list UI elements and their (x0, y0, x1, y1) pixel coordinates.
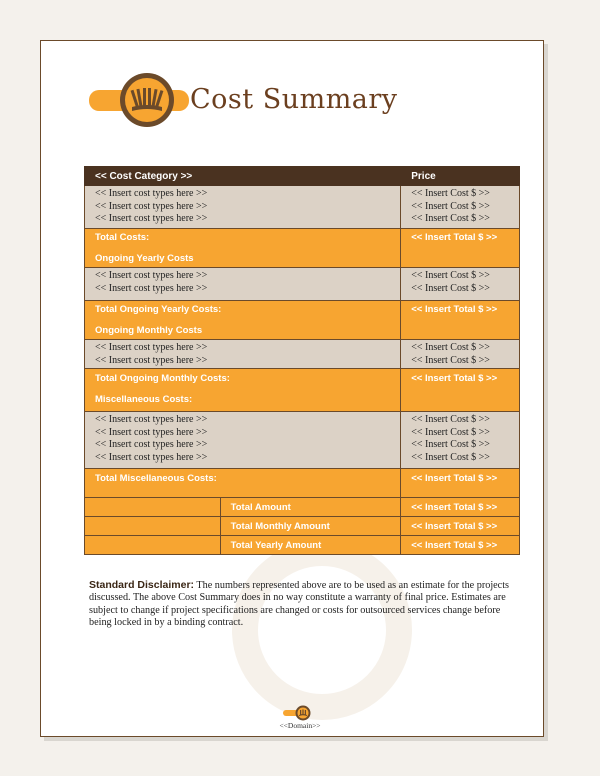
cost-type-item: << Insert cost types here >> (95, 188, 208, 199)
cost-table (84, 166, 520, 555)
logo (120, 73, 174, 127)
total-label: Total Costs: (95, 232, 150, 243)
cost-value: << Insert Cost $ >> (411, 354, 490, 366)
total-label: Total Ongoing Monthly Costs: (95, 373, 230, 384)
cost-category-header: << Cost Category >> (95, 170, 193, 182)
watermark-ring (232, 540, 412, 720)
cost-value: << Insert Cost $ >> (411, 342, 490, 353)
section-heading: Ongoing Yearly Costs (95, 253, 194, 264)
summary-value: << Insert Total $ >> (411, 539, 498, 551)
total-label: Total Ongoing Yearly Costs: (95, 304, 222, 315)
summary-value: << Insert Total $ >> (411, 520, 498, 532)
summary-label: Total Monthly Amount (230, 520, 330, 532)
cost-type-item: << Insert cost types here >> (95, 200, 208, 212)
cost-type-item: << Insert cost types here >> (95, 342, 208, 353)
cost-value: << Insert Cost $ >> (411, 270, 490, 281)
footer-domain: <<Domain>> (279, 721, 321, 730)
summary-row (85, 536, 520, 555)
total-row (85, 301, 520, 340)
disclaimer-text: The numbers represented above are to be used as an estimate for the projects discussed. The above Cost Summary does in no way constitute a warranty of final price. Estimates are subject to change if project specifications are changed or costs for outsourced services change before being locked in by a binding contract. (89, 580, 509, 628)
cost-type-item: << Insert cost types here >> (95, 282, 208, 294)
summary-row (85, 517, 520, 536)
cost-items-row (85, 186, 520, 229)
total-row (85, 229, 520, 268)
cost-items-row (85, 412, 520, 469)
total-value: << Insert Total $ >> (411, 304, 498, 315)
cost-value: << Insert Cost $ >> (411, 200, 490, 212)
cost-type-item: << Insert cost types here >> (95, 414, 208, 425)
summary-label: Total Yearly Amount (230, 539, 322, 551)
cost-type-item: << Insert cost types here >> (95, 213, 208, 224)
total-label: Total Miscellaneous Costs: (95, 473, 217, 484)
total-value: << Insert Total $ >> (411, 373, 498, 384)
total-value: << Insert Total $ >> (411, 473, 498, 484)
cost-value: << Insert Cost $ >> (411, 213, 490, 224)
table-header-row (85, 167, 520, 186)
total-value: << Insert Total $ >> (411, 232, 498, 243)
cost-value: << Insert Cost $ >> (411, 282, 490, 294)
total-row (85, 469, 520, 498)
disclaimer-heading: Standard Disclaimer: (89, 579, 195, 591)
page-title: Cost Summary (190, 84, 398, 115)
cost-type-item: << Insert cost types here >> (95, 270, 208, 281)
summary-value: << Insert Total $ >> (411, 501, 498, 513)
cost-value: << Insert Cost $ >> (411, 439, 490, 450)
cost-value: << Insert Cost $ >> (411, 426, 490, 438)
summary-label: Total Amount (230, 501, 291, 513)
summary-row (85, 498, 520, 517)
total-row (85, 369, 520, 412)
price-header: Price (411, 170, 436, 182)
section-heading: Miscellaneous Costs: (95, 394, 193, 405)
cost-value: << Insert Cost $ >> (411, 188, 490, 199)
cost-type-item: << Insert cost types here >> (95, 426, 208, 438)
cost-value: << Insert Cost $ >> (411, 414, 490, 425)
cost-type-item: << Insert cost types here >> (95, 439, 208, 450)
section-heading: Ongoing Monthly Costs (95, 325, 203, 336)
cost-value: << Insert Cost $ >> (411, 451, 490, 463)
cost-type-item: << Insert cost types here >> (95, 354, 208, 366)
disclaimer (89, 579, 519, 629)
cost-items-row (85, 268, 520, 301)
cost-items-row (85, 340, 520, 369)
book-logo-icon (283, 705, 317, 721)
open-book-icon (130, 86, 164, 114)
cost-type-item: << Insert cost types here >> (95, 451, 208, 463)
